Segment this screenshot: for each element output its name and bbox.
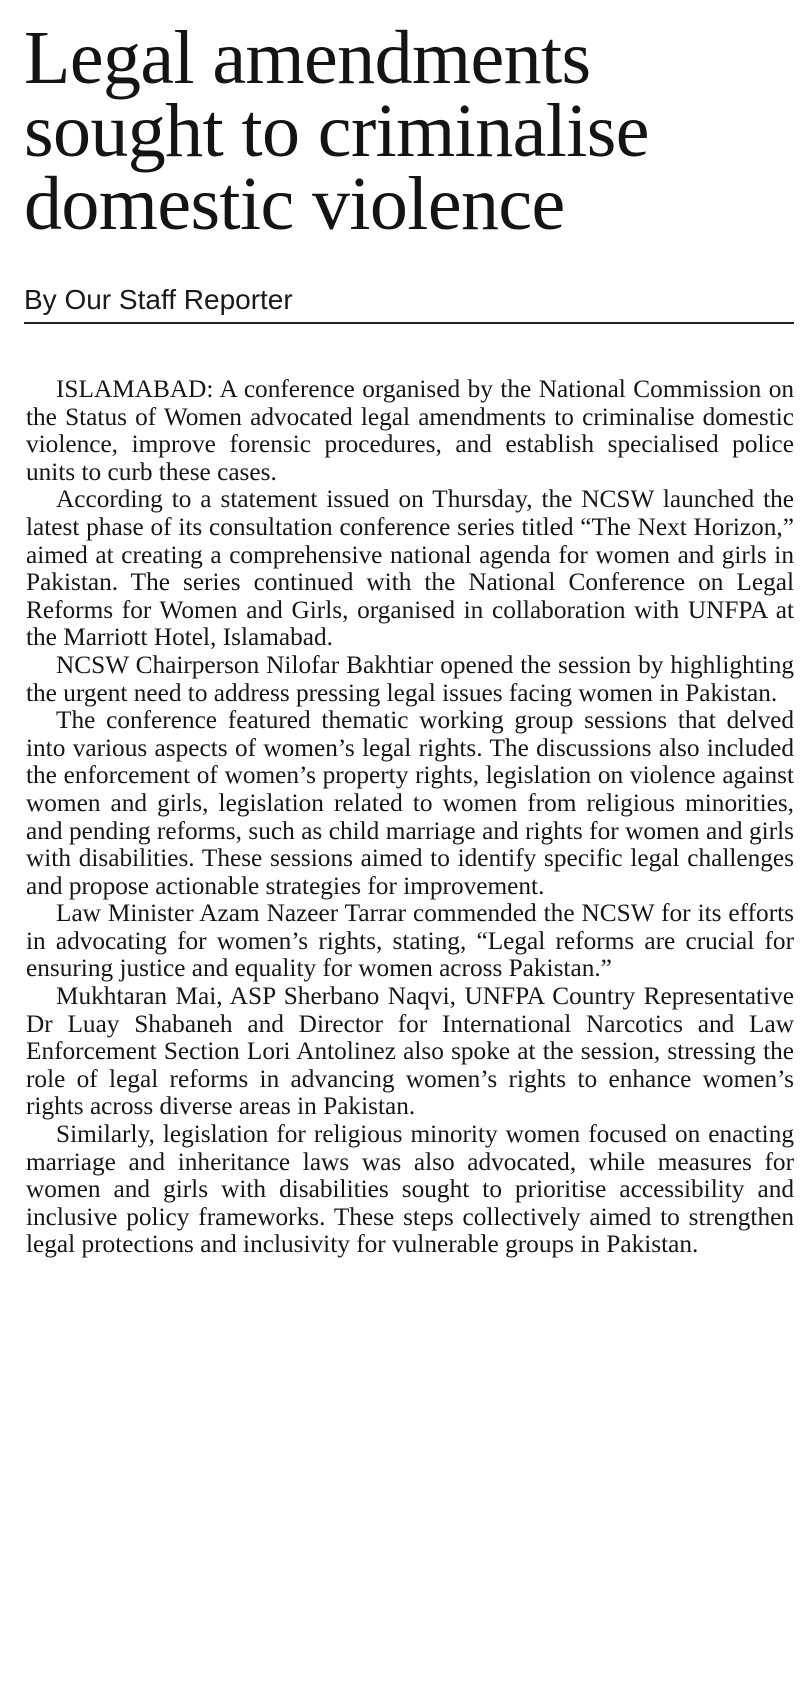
article-header xyxy=(24,16,794,324)
paragraph: The conference featured thematic working group sessions that delved into various aspects of women’s legal rights. The discussions also included the enforcement of women’s property rights, legislation on violence against women and girls, legislation related to women from religious minorities, and pending reforms, such as child marriage and rights for women and girls with disabilities. These sessions aimed to identify specific legal challenges and propose actionable strategies for improvement. xyxy=(26,706,794,900)
paragraph: Law Minister Azam Nazeer Tarrar commended the NCSW for its efforts in advocating for women’s rights, stating, “Legal reforms are crucial for ensuring justice and equality for women across Pakistan.” xyxy=(26,899,794,983)
byline: By Our Staff Reporter xyxy=(24,284,293,315)
byline-divider xyxy=(24,322,794,324)
paragraph: NCSW Chairperson Nilofar Bakhtiar opened the session by highlighting the urgent need to address pressing legal issues facing women in Pakistan. xyxy=(26,650,794,707)
paragraph: ISLAMABAD: A conference organised by the National Commission on the Status of Women advocated legal amendments to criminalise domestic violence, improve forensic procedures, and establish specialised police units to curb these cases. xyxy=(26,375,794,486)
paragraph: According to a statement issued on Thursday, the NCSW launched the latest phase of its consultation conference series titled “The Next Horizon,” aimed at creating a comprehensive national agenda for women and girls in Pakistan. The series continued with the National Conference on Legal Reforms for Women and Girls, organised in collaboration with UNFPA at the Marriott Hotel, Islamabad. xyxy=(26,485,794,652)
article-body xyxy=(26,376,794,1259)
paragraph: Mukhtaran Mai, ASP Sherbano Naqvi, UNFPA Country Representative Dr Luay Shabaneh and Director for International Narcotics and Law Enforcement Section Lori Antolinez also spoke at the session, stressing the role of legal reforms in advancing women’s rights to enhance women’s rights across diverse areas in Pakistan. xyxy=(26,982,794,1121)
paragraph: Similarly, legislation for religious minority women focused on enacting marriage and inheritance laws was also advocated, while measures for women and girls with disabilities sought to prioritise accessibility and inclusive policy frameworks. These steps collectively aimed to strengthen legal protections and inclusivity for vulnerable groups in Pakistan. xyxy=(26,1120,794,1259)
headline: Legal amendments sought to criminalise domestic violence xyxy=(24,16,649,246)
